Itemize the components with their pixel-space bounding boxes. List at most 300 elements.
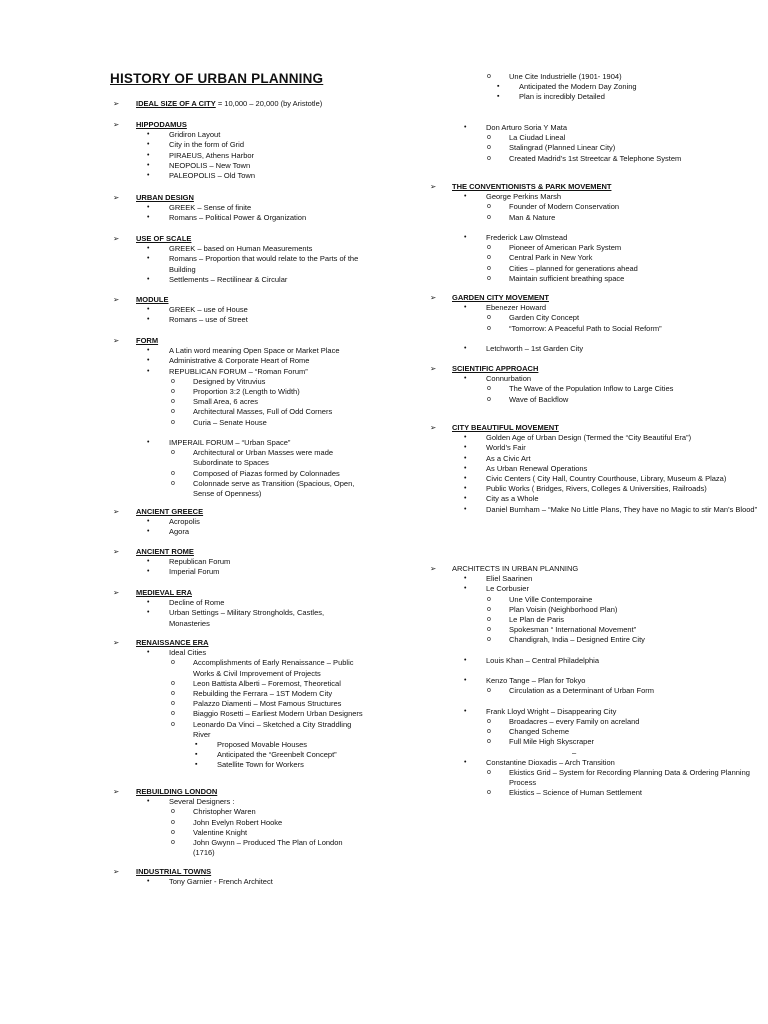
list-item [113,356,365,366]
circle-bullet-icon: o [487,134,491,142]
list-item [113,315,365,325]
list-item [113,648,365,658]
list-item [430,595,768,605]
circle-bullet-icon: o [171,388,175,396]
bullet-icon: • [147,131,150,139]
list-item [113,828,365,838]
section-heading [113,507,365,517]
list-item-text: Public Works ( Bridges, Rivers, Colleges & Universities, Railroads) [486,484,707,494]
list-item-text: John Evelyn Robert Hooke [193,817,283,827]
list-item [430,384,768,394]
list-item-text: Ekistics Grid – System for Recording Planning Data & Ordering Planning Process [509,768,750,788]
list-item-text: Plan Voisin (Neighborhood Plan) [509,604,618,614]
list-item-text: Palazzo Diamenti – Most Famous Structures [193,699,342,709]
circle-bullet-icon: o [487,687,491,695]
list-item [430,324,768,334]
bullet-icon: • [147,151,150,159]
list-item-text: A Latin word meaning Open Space or Market Place [169,346,340,356]
list-item [430,748,768,758]
list-item [430,154,768,164]
list-item-text: Christopher Waren [193,807,256,817]
list-item [430,303,768,313]
section-heading [113,336,365,346]
bullet-icon: • [147,357,150,365]
circle-bullet-icon: o [487,769,491,777]
list-item [430,656,768,666]
list-item [113,151,365,161]
bullet-icon: • [464,575,467,583]
list-item-text: Urban Settings – Military Strongholds, Castles, Monasteries [169,608,325,628]
section-heading [113,787,365,797]
list-item [430,395,768,405]
list-item [430,676,768,686]
section [113,507,365,538]
arrow-bullet-icon: ➢ [113,295,120,304]
list-item [430,313,768,323]
circle-bullet-icon: o [487,636,491,644]
page-title: HISTORY OF URBAN PLANNING [110,71,324,86]
bullet-icon: • [147,161,150,169]
list-item [430,213,768,223]
list-item-text: GREEK – based on Human Measurements [169,244,313,254]
bullet-icon: • [464,434,467,442]
list-item-text: Architectural or Urban Masses were made Subordinate to Spaces [193,448,334,468]
section [430,72,768,164]
list-item-text: Circulation as a Determinant of Urban Form [509,686,655,696]
section-heading-text: ANCIENT GREECE [136,507,204,516]
spacer [430,697,768,707]
section-heading [113,99,365,109]
list-item-text: Proportion 3:2 (Length to Width) [193,387,300,397]
section [430,423,768,515]
arrow-bullet-icon: ➢ [113,787,120,796]
bullet-icon: • [147,141,150,149]
circle-bullet-icon: o [171,710,175,718]
section [430,564,768,799]
section-heading [430,182,768,192]
section-heading [113,295,365,305]
circle-bullet-icon: o [171,408,175,416]
bullet-icon: • [147,214,150,222]
list-item [113,699,365,709]
list-item [113,679,365,689]
bullet-icon: • [464,375,467,383]
list-item [113,658,365,678]
arrow-bullet-icon: ➢ [113,99,120,108]
list-item [113,171,365,181]
list-item [430,243,768,253]
list-item-text: Biaggio Rosetti – Earliest Modern Urban Designers [193,709,363,719]
circle-bullet-icon: o [487,789,491,797]
bullet-icon: • [464,707,467,715]
bullet-icon: • [464,304,467,312]
circle-bullet-icon: o [171,398,175,406]
list-item-text: Connurbation [486,374,532,384]
bullet-icon: • [147,275,150,283]
list-item-text: IMPERAIL FORUM – “Urban Space” [169,438,291,448]
list-item [430,133,768,143]
arrow-bullet-icon: ➢ [430,182,437,191]
list-item [430,192,768,202]
circle-bullet-icon: o [171,839,175,847]
section-heading-text: USE OF SCALE [136,234,192,243]
list-item [430,474,768,484]
list-item [430,123,768,133]
list-item-text: REPUBLICAN FORUM – “Roman Forum” [169,366,308,376]
spacer [430,334,768,344]
bullet-icon: • [464,123,467,131]
bullet-icon: • [464,758,467,766]
list-item [113,760,365,770]
list-item-text: World’s Fair [486,443,526,453]
list-item-text: PALEOPOLIS – Old Town [169,171,256,181]
list-item-text: PIRAEUS, Athens Harbor [169,150,255,160]
list-item-text: Daniel Burnham – “Make No Little Plans, They have no Magic to stir Man’s Blood” [486,504,758,514]
list-item-text: Civic Centers ( City Hall, Country Courthouse, Library, Museum & Plaza) [486,474,727,484]
bullet-icon: • [147,204,150,212]
section-heading [113,120,365,130]
arrow-bullet-icon: ➢ [113,547,120,556]
list-item-text: Eliel Saarinen [486,574,533,584]
bullet-icon: • [464,677,467,685]
list-item-text: Ebenezer Howard [486,303,547,313]
list-item-text: Anticipated the Modern Day Zoning [519,82,637,92]
section [113,787,365,858]
arrow-bullet-icon: ➢ [113,588,120,597]
list-item-text: Architectural Masses, Full of Odd Corners [193,407,333,417]
list-item [113,203,365,213]
list-item-text: Man & Nature [509,212,556,222]
circle-bullet-icon: o [487,626,491,634]
list-item-text: City as a Whole [486,494,539,504]
list-item [113,367,365,377]
list-item [113,750,365,760]
section [430,364,768,405]
list-item [430,574,768,584]
section [113,99,365,109]
circle-bullet-icon: o [487,73,491,80]
section [113,234,365,285]
list-item [113,213,365,223]
bullet-icon: • [147,255,150,263]
section-heading-text: INDUSTRIAL TOWNS [136,867,212,876]
arrow-bullet-icon: ➢ [113,234,120,243]
circle-bullet-icon: o [487,385,491,393]
section-heading-tail: = 10,000 – 20,000 (by Aristotle) [215,99,323,108]
list-item [430,274,768,284]
list-item-text: Ideal Cities [169,648,207,658]
list-item-text: Several Designers : [169,797,235,807]
list-item [113,387,365,397]
circle-bullet-icon: o [171,418,175,426]
list-item-text: Rebuilding the Ferrara – 1ST Modern City [193,689,333,699]
list-item-text: NEOPOLIS – New Town [169,160,251,170]
section-heading-text: GARDEN CITY MOVEMENT [452,293,549,302]
square-bullet-icon: ▪ [195,741,198,749]
list-item [430,82,768,92]
bullet-icon: • [147,306,150,314]
list-item [113,797,365,807]
list-item-text: La Ciudad Lineal [509,133,566,143]
circle-bullet-icon: o [171,700,175,708]
section-heading [113,547,365,557]
section-heading-text: MEDIEVAL ERA [136,588,192,597]
list-item-text: Accomplishments of Early Renaissance – Public Works & Civil Improvement of Projects [193,658,354,678]
list-item-text: Le Plan de Paris [509,615,565,625]
circle-bullet-icon: o [171,659,175,667]
list-item-text: Constantine Dioxadis – Arch Transition [486,757,615,767]
bullet-icon: • [147,568,150,576]
list-item-text: Stalingrad (Planned Linear City) [509,143,616,153]
section-heading-text: RENAISSANCE ERA [136,638,209,647]
list-item [430,615,768,625]
section [430,293,768,354]
circle-bullet-icon: o [171,828,175,836]
section-heading-text: MODULE [136,295,169,304]
list-item-text: As Urban Renewal Operations [486,463,588,473]
bullet-icon: • [147,649,150,657]
list-item [430,737,768,747]
circle-bullet-icon: o [487,616,491,624]
list-item-text: Valentine Knight [193,827,248,837]
list-item-text: Proposed Movable Houses [217,740,308,750]
section [113,336,365,499]
circle-bullet-icon: o [487,154,491,162]
circle-bullet-icon: o [487,244,491,252]
list-item [113,818,365,828]
spacer [430,646,768,656]
list-item [430,253,768,263]
bullet-icon: • [464,464,467,472]
list-item [113,418,365,428]
circle-bullet-icon: o [487,144,491,152]
list-item-text: – [572,747,577,757]
arrow-bullet-icon: ➢ [113,193,120,202]
list-item [113,305,365,315]
list-item [113,130,365,140]
section-heading-text: THE CONVENTIONISTS & PARK MOVEMENT [452,182,612,191]
circle-bullet-icon: o [487,738,491,746]
list-item [113,689,365,699]
bullet-icon: • [147,347,150,355]
bullet-icon: • [147,798,150,806]
list-item [430,433,768,443]
list-item [430,464,768,474]
bullet-icon: • [464,585,467,593]
list-item [430,707,768,717]
bullet-icon: • [464,345,467,352]
spacer [430,113,768,123]
circle-bullet-icon: o [487,718,491,725]
list-item [113,807,365,817]
section-heading-text: IDEAL SIZE OF A CITY [136,99,216,108]
list-item [430,605,768,615]
circle-bullet-icon: o [487,254,491,262]
arrow-bullet-icon: ➢ [113,638,120,647]
list-item [430,625,768,635]
section-heading [113,193,365,203]
spacer [430,223,768,233]
list-item-text: Created Madrid’s 1st Streetcar & Telephone System [509,153,682,163]
list-item-text: Le Corbusier [486,584,529,594]
section-heading [430,364,768,374]
list-item-text: “Tomorrow: A Peaceful Path to Social Reform” [509,323,662,333]
circle-bullet-icon: o [487,728,491,736]
section [113,120,365,181]
section [430,182,768,284]
list-item-text: Don Arturo Soria Y Mata [486,122,568,132]
bullet-icon: • [147,558,150,566]
list-item-text: John Gwynn – Produced The Plan of London (1716) [193,838,343,858]
list-item [113,407,365,417]
bullet-icon: • [464,454,467,462]
circle-bullet-icon: o [171,690,175,698]
list-item-text: Central Park in New York [509,253,593,263]
list-item-text: Frederick Law Olmstead [486,233,568,242]
list-item-text: Colonnade serve as Transition (Spacious, Open, Sense of Openness) [193,478,355,499]
section-heading-text: HIPPODAMUS [136,120,187,129]
list-item [113,720,365,740]
list-item-text: Pioneer of American Park System [509,243,622,253]
bullet-icon: • [147,518,150,526]
list-item-text: Agora [169,527,190,537]
list-item [113,346,365,356]
circle-bullet-icon: o [487,274,491,282]
list-item-text: Spokesman “ International Movement” [509,625,637,635]
section [113,547,365,578]
list-item-text: Broadacres – every Family on acreland [509,717,640,726]
list-item-text: City in the form of Grid [169,140,245,150]
list-item [113,275,365,285]
list-item [430,92,768,102]
list-item [430,374,768,384]
list-item-text: Plan is incredibly Detailed [519,92,605,102]
list-item-text: Louis Khan – Central Philadelphia [486,655,599,665]
list-item-text: Founder of Modern Conservation [509,202,620,212]
list-item-text: Cities – planned for generations ahead [509,263,638,273]
section-heading [430,293,768,303]
list-item [113,479,365,499]
arrow-bullet-icon: ➢ [430,364,437,373]
circle-bullet-icon: o [487,395,491,403]
list-item-text: Acropolis [169,517,200,527]
list-item [430,264,768,274]
list-item [113,397,365,407]
list-item-text: GREEK – Sense of finite [169,203,252,213]
list-item [113,838,365,858]
circle-bullet-icon: o [487,314,491,322]
square-bullet-icon: ▪ [497,83,500,91]
list-item-text: Changed Scheme [509,727,570,737]
list-item-text: Frank Lloyd Wright – Disappearing City [486,706,617,716]
list-item-text: Romans – use of Street [169,315,248,325]
list-item-text: Une Ville Contemporaine [509,594,593,604]
list-item-text: Romans – Proportion that would relate to the Parts of the Building [169,254,359,274]
list-item-text: Satellite Town for Workers [217,760,304,770]
list-item [430,143,768,153]
section-heading [113,867,365,877]
list-item [113,448,365,468]
arrow-bullet-icon: ➢ [113,867,120,876]
square-bullet-icon: ▪ [195,751,198,759]
bullet-icon: • [147,172,150,180]
section [113,638,365,771]
bullet-icon: • [464,495,467,503]
list-item [113,244,365,254]
list-item [430,454,768,464]
list-item [113,140,365,150]
list-item-text: George Perkins Marsh [486,192,562,202]
list-item-text: Composed of Piazas formed by Colonnades [193,468,340,478]
list-item-text: Letchworth – 1st Garden City [486,344,584,353]
circle-bullet-icon: o [487,264,491,272]
spacer [430,103,768,113]
list-item [430,584,768,594]
list-item-text: Une Cite Industrielle (1901- 1904) [509,72,622,81]
circle-bullet-icon: o [171,720,175,728]
section-heading-text: CITY BEAUTIFUL MOVEMENT [452,423,559,432]
list-item [113,377,365,387]
list-item-text: Administrative & Corporate Heart of Rome [169,356,310,366]
list-item-text: Romans – Political Power & Organization [169,213,307,223]
bullet-icon: • [147,316,150,324]
list-item-text: GREEK – use of House [169,305,248,315]
section-heading [430,564,768,574]
section-heading-text: FORM [136,336,159,345]
list-item [430,443,768,453]
list-item [113,161,365,171]
bullet-icon: • [464,485,467,493]
list-item-text: Decline of Rome [169,598,225,608]
list-item [430,768,768,788]
arrow-bullet-icon: ➢ [430,564,437,573]
circle-bullet-icon: o [487,213,491,221]
list-item [430,686,768,696]
list-item-text: Golden Age of Urban Design (Termed the “City Beautiful Era”) [486,433,692,443]
list-item-text: Leonardo Da Vinci – Sketched a City Straddling River [193,719,352,739]
bullet-icon: • [464,234,467,241]
list-item-text: Full Mile High Skyscraper [509,737,595,747]
list-item-text: Chandigrah, India – Designed Entire City [509,635,645,645]
list-item-text: Ekistics – Science of Human Settlement [509,788,642,798]
list-item-text: Imperial Forum [169,567,220,577]
circle-bullet-icon: o [171,449,175,457]
list-item [430,717,768,727]
circle-bullet-icon: o [171,469,175,477]
bullet-icon: • [464,656,467,664]
list-item-text: Designed by Vitruvius [193,376,266,386]
bullet-icon: • [464,475,467,483]
arrow-bullet-icon: ➢ [113,507,120,516]
bullet-icon: • [147,609,150,617]
bullet-icon: • [147,878,150,886]
list-item [113,567,365,577]
bullet-icon: • [147,367,150,375]
list-item [113,557,365,567]
section [113,193,365,224]
square-bullet-icon: ▪ [195,761,198,769]
spacer [113,428,365,438]
section-heading [113,638,365,648]
section-heading-text: ARCHITECTS IN URBAN PLANNING [452,564,579,573]
circle-bullet-icon: o [171,377,175,385]
list-item [430,233,768,243]
list-item [113,254,365,274]
section-heading-text: REBUILDING LONDON [136,787,218,796]
list-item [113,517,365,527]
arrow-bullet-icon: ➢ [113,336,120,345]
section [113,588,365,629]
